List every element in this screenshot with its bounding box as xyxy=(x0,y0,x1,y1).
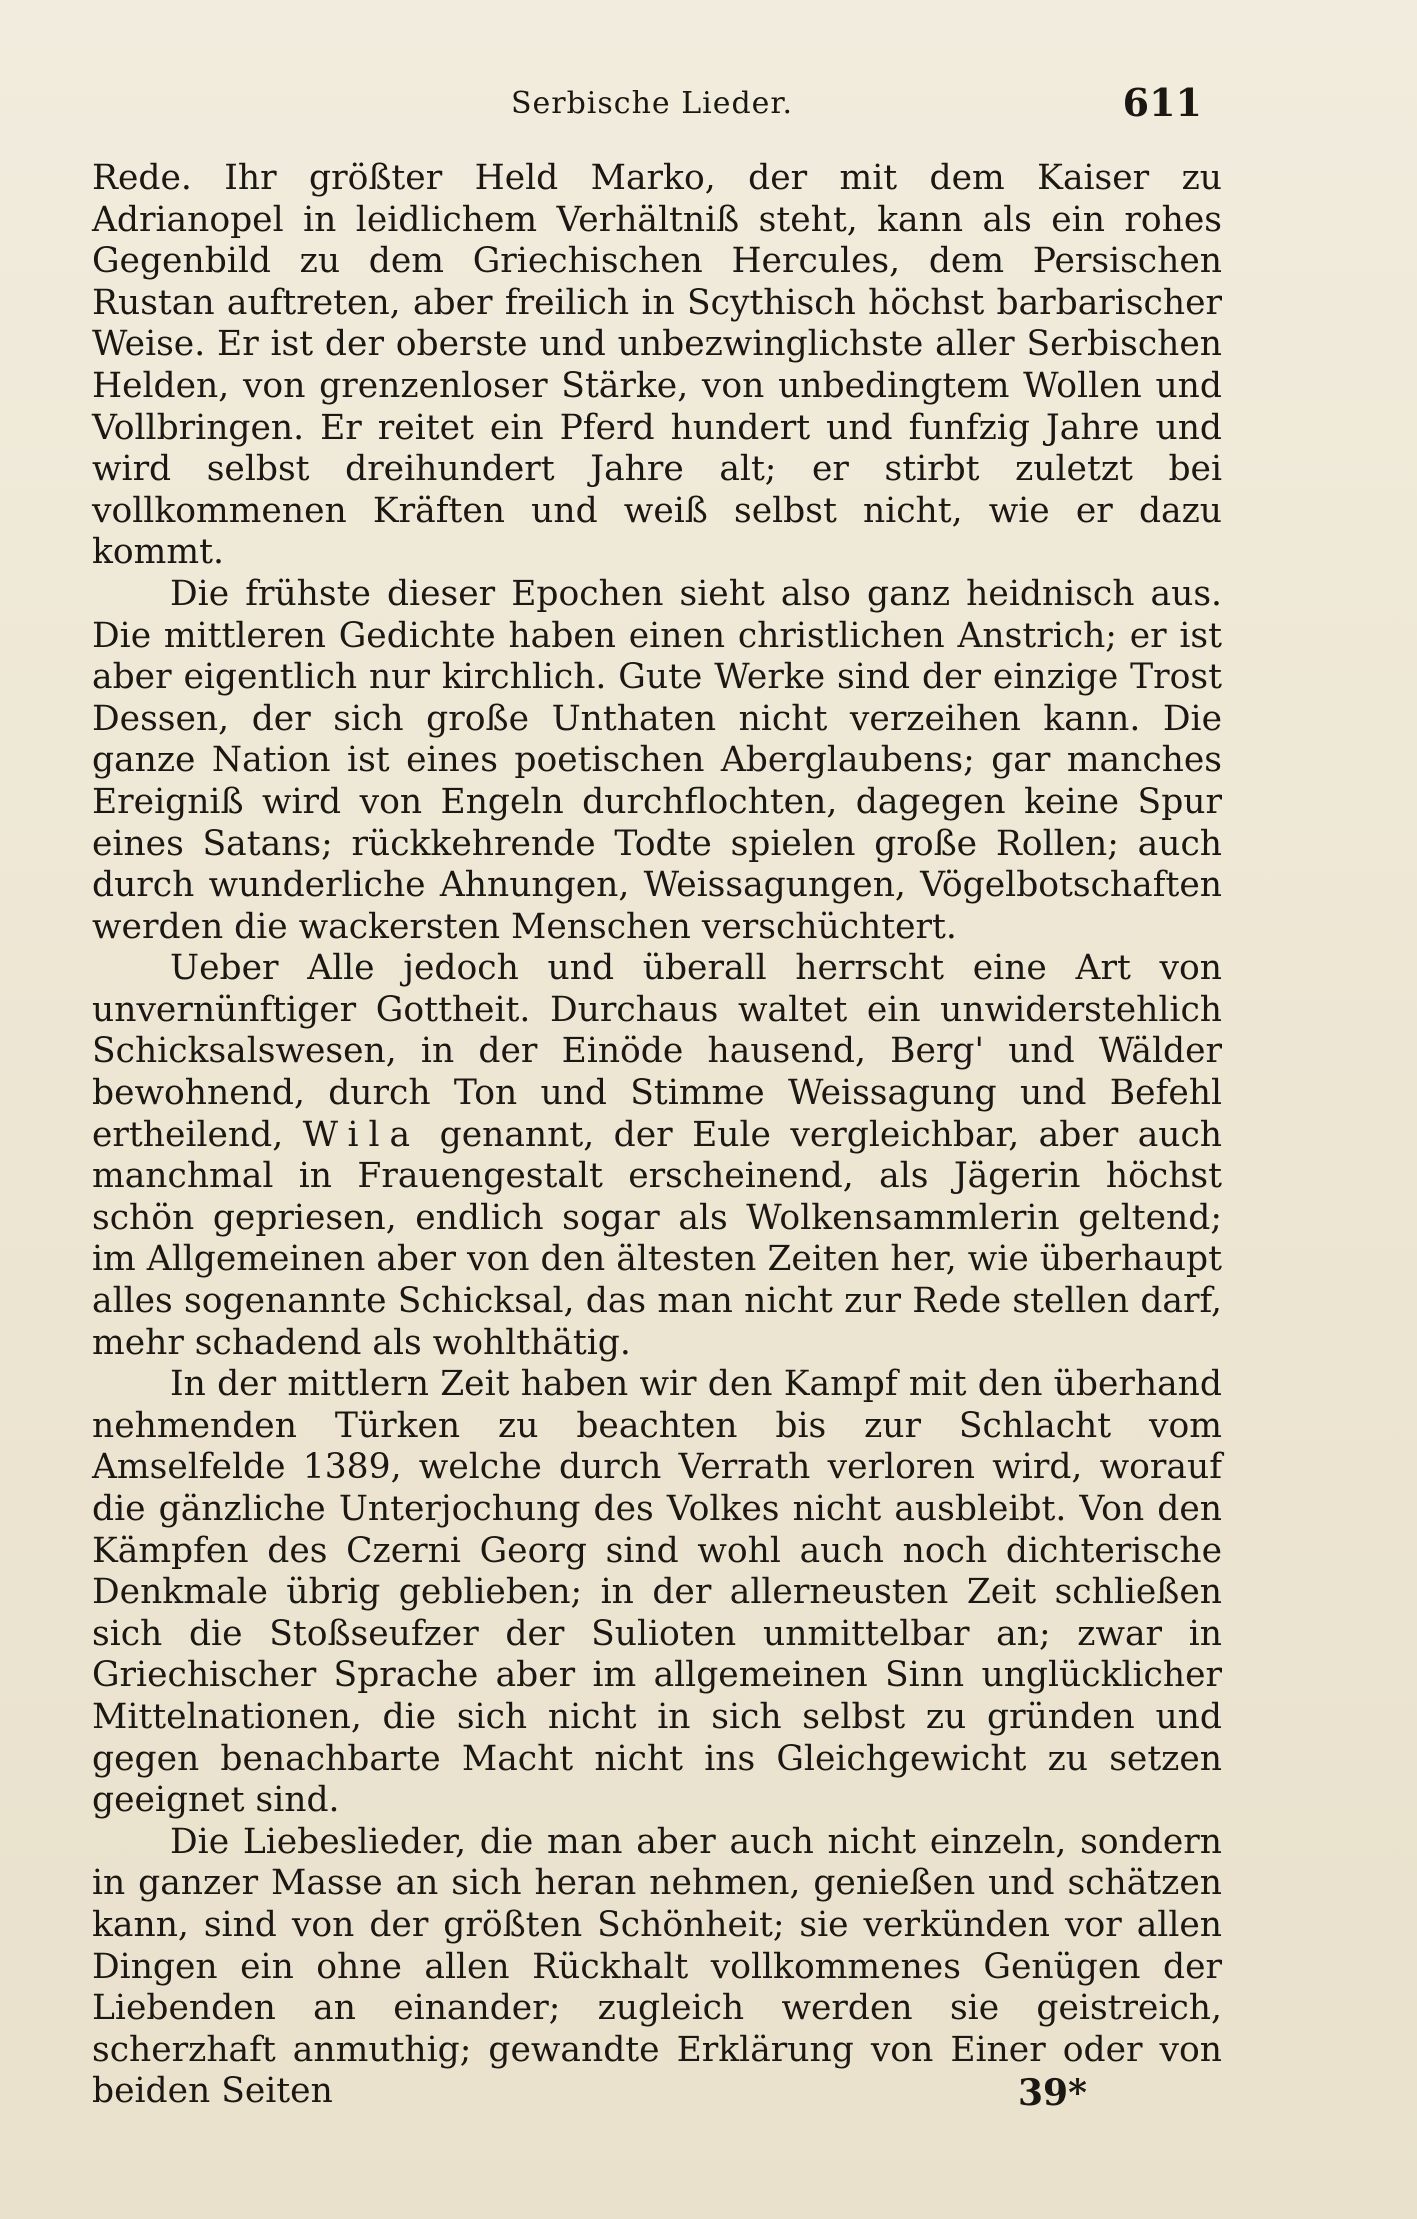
paragraph-5-text: Die Liebeslieder, die man aber auch nicht einzeln, sondern in ganzer Masse an sich heran nehmen, genießen und schätzen kann, sind von der größten Schönheit; sie verkünden vor allen Dingen ein ohne allen Rückhalt vollkommenes Genügen der Liebenden an einander; zugleich werden sie geistreich, scherzhaft anmuthig; gewandte Erklärung von Einer oder von beiden Seiten xyxy=(92,1821,1222,2112)
paragraph-3-text-before: Ueber Alle jedoch und überall herrscht eine Art von unvernünftiger Gottheit. Durchaus waltet ein unwiderstehlich Schicksalswesen, in der Einöde hausend, Berg' und Wälder bewohnend, durch Ton und Stimme Weissagung und Befehl ertheilend, xyxy=(92,948,1222,1155)
paragraph-2-text: Die frühste dieser Epochen sieht also ganz heidnisch aus. Die mittleren Gedichte haben einen christlichen Anstrich; er ist aber eigentlich nur kirchlich. Gute Werke sind der einzige Trost Dessen, der sich große Unthaten nicht verzeihen kann. Die ganze Nation ist eines poetischen Aberglaubens; gar manches Ereigniß wird von Engeln durchflochten, dagegen keine Spur eines Satans; rückkehrende Todte spielen große Rollen; auch durch wunderliche Ahnungen, Weissagungen, Vögelbotschaften werden die wackersten Menschen verschüchtert. xyxy=(92,573,1222,947)
running-head: Serbische Lieder. xyxy=(510,86,794,121)
paragraph-3 xyxy=(92,948,1222,1364)
paragraph-4-text: In der mittlern Zeit haben wir den Kampf mit den überhand nehmenden Türken zu beachten bis zur Schlacht vom Amselfelde 1389, welche durch Verrath verloren wird, worauf die gänzliche Unterjochung des Volkes nicht ausbleibt. Von den Kämpfen des Czerni Georg sind wohl auch noch dichterische Denkmale übrig geblieben; in der allerneusten Zeit schließen sich die Stoßseufzer der Sulioten unmittelbar an; zwar in Griechischer Sprache aber im allgemeinen Sinn unglücklicher Mittelnationen, die sich nicht in sich selbst zu gründen und gegen benachbarte Macht nicht ins Gleichgewicht zu setzen geeignet sind. xyxy=(92,1364,1222,1821)
paragraph-4 xyxy=(92,1364,1222,1822)
paragraph-3-text-after: genannt, der Eule vergleichbar, aber auch manchmal in Frauengestalt erscheinend, als Jägerin höchst schön gepriesen, endlich sogar als Wolkensammlerin geltend; im Allgemeinen aber von den ältesten Zeiten her, wie überhaupt alles sogenannte Schicksal, das man nicht zur Rede stellen darf, mehr schadend als wohlthätig. xyxy=(92,1114,1223,1363)
paragraph-2 xyxy=(92,574,1222,948)
paragraph-1-text: Rede. Ihr größter Held Marko, der mit dem Kaiser zu Adrianopel in leidlichem Verhältniß steht, kann als ein rohes Gegenbild zu dem Griechischen Hercules, dem Persischen Rustan auftreten, aber freilich in Scythisch höchst barbarischer Weise. Er ist der oberste und unbezwinglichste aller Serbischen Helden, von grenzenloser Stärke, von unbedingtem Wollen und Vollbringen. Er reitet ein Pferd hundert und funfzig Jahre und wird selbst dreihundert Jahre alt; er stirbt zuletzt bei vollkommenen Kräften und weiß selbst nicht, wie er dazu kommt. xyxy=(92,158,1222,573)
page-number: 611 xyxy=(1122,80,1202,125)
signature-mark: 39* xyxy=(1018,2072,1087,2114)
paragraph-1 xyxy=(92,158,1222,574)
wila-spaced-term: Wila xyxy=(302,1114,421,1155)
page-header xyxy=(92,80,1212,130)
body-text xyxy=(92,158,1222,2113)
paragraph-5 xyxy=(92,1822,1222,2113)
